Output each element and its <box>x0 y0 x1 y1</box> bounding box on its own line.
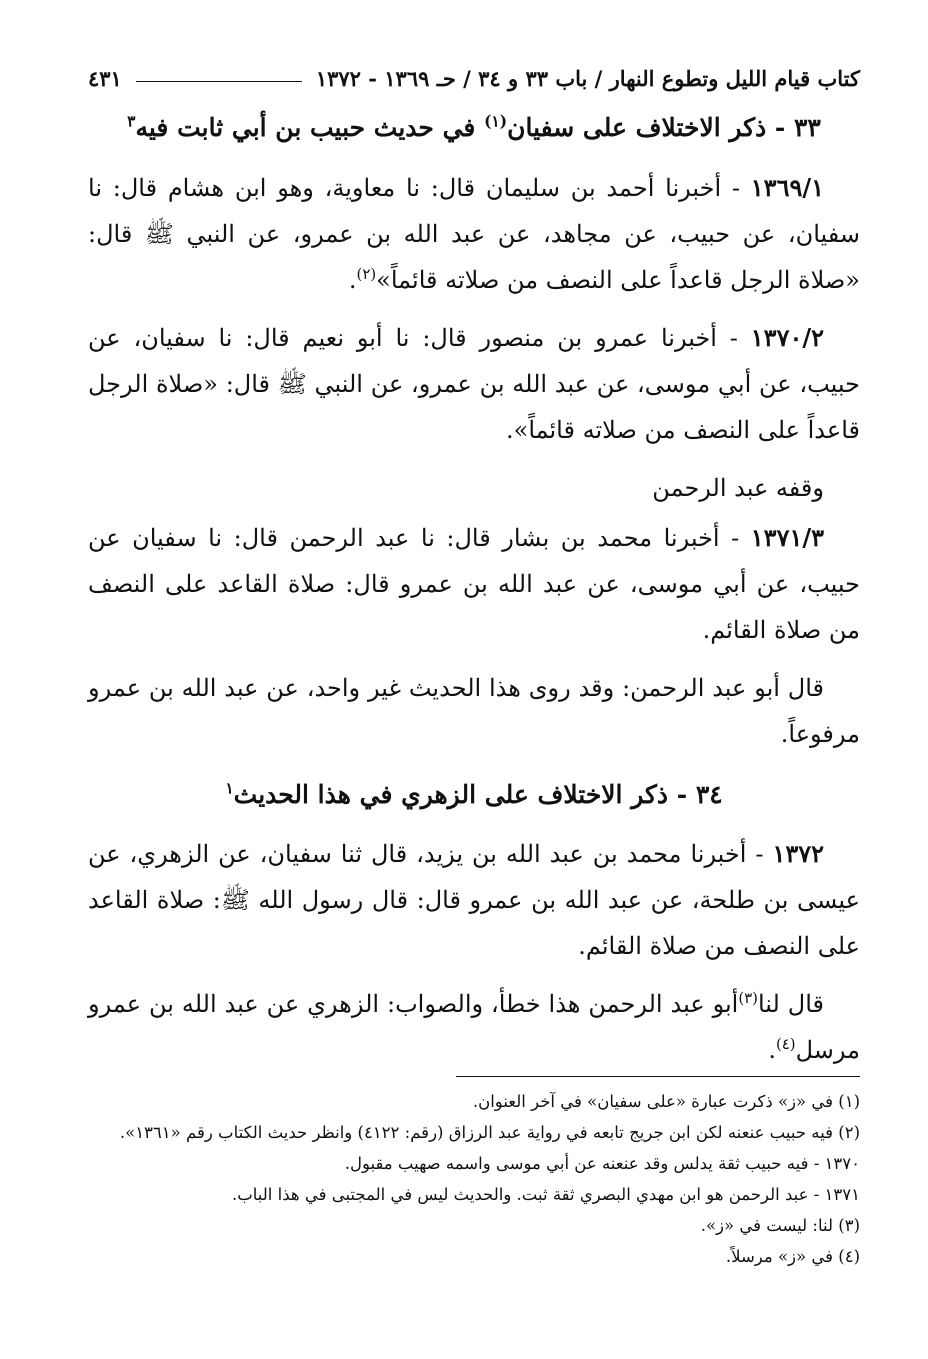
footnote-4: (٤) في «ز» مرسلاً. <box>725 1247 860 1266</box>
hadith-1371-number: ١٣٧١/٣ <box>750 522 824 552</box>
footnote-3: (٣) لنا: ليست في «ز». <box>700 1216 860 1235</box>
footnote-1: (١) في «ز» ذكرت عبارة «على سفيان» في آخر العنوان. <box>472 1092 860 1111</box>
hadith-1369-end: . <box>348 265 357 294</box>
footnote-separator <box>456 1076 860 1077</box>
hadith-1372-text: - أخبرنا محمد بن عبد الله بن يزيد، قال ثنا سفيان، عن الزهري، عن عيسى بن طلحة، عن عبد الله بن عمرو قال: قال رسول الله ﷺ: صلاة القاعد على النصف من صلاة القائم. <box>88 840 860 960</box>
hadith-1369-number: ١٣٦٩/١ <box>750 172 824 202</box>
footnote-marker-2: (٢) <box>356 264 377 283</box>
running-head-title: كتاب قيام الليل وتطوع النهار / باب ٣٣ و ٣٤ / حـ ١٣٦٩ - ١٣٧٢ <box>315 65 860 91</box>
hadith-1369 <box>88 165 860 303</box>
section-33-heading <box>88 112 860 145</box>
section-33-heading-part-b: في حديث حبيب بن أبي ثابت فيه <box>135 113 485 142</box>
book-page <box>88 60 860 1329</box>
hadith-1370 <box>88 315 860 453</box>
hadith-1371 <box>88 515 860 653</box>
author-comment-2-part-a: قال لنا <box>757 990 824 1018</box>
footnotes <box>88 1086 860 1272</box>
section-33-heading-superscript: ٣ <box>127 111 136 131</box>
author-comment-2-end: . <box>768 1036 776 1064</box>
footnote-2: (٢) فيه حبيب عنعنه لكن ابن جريج تابعه في رواية عبد الرزاق (رقم: ٤١٢٢) وانظر حديث الكتاب رقم «١٣٦١». <box>119 1123 860 1142</box>
hadith-1372-number: ١٣٧٢ <box>772 839 824 868</box>
hadith-1371-text: - أخبرنا محمد بن بشار قال: نا عبد الرحمن قال: نا سفيان عن حبيب، عن أبي موسى، عن عبد الله بن عمرو قال: صلاة القاعد على النصف من صلاة القائم. <box>88 523 860 644</box>
section-34-heading-text: ٣٤ - ذكر الاختلاف على الزهري في هذا الحديث <box>233 779 723 809</box>
hadith-1370-text: - أخبرنا عمرو بن منصور قال: نا أبو نعيم قال: نا سفيان، عن حبيب، عن أبي موسى، عن عبد الله بن عمرو، عن النبي ﷺ قال: «صلاة الرجل قاعداً على النصف من صلاته قائماً». <box>88 323 860 444</box>
waqf-note: وقفه عبد الرحمن <box>652 473 824 502</box>
author-comment-2 <box>88 981 860 1073</box>
section-33-heading-part-a: ٣٣ - ذكر الاختلاف على سفيان <box>507 113 821 142</box>
footnote-1370: ١٣٧٠ - فيه حبيب ثقة يدلس وقد عنعنه عن أبي موسى واسمه صهيب مقبول. <box>344 1154 860 1173</box>
footnote-marker-1: (١) <box>484 111 508 131</box>
author-comment-2-part-b: أبو عبد الرحمن هذا خطأ، والصواب: الزهري عن عبد الله بن عمرو مرسل <box>88 990 860 1064</box>
footnote-marker-4: (٤) <box>775 1035 796 1053</box>
page-number: ٤٣١ <box>88 65 122 91</box>
author-comment-1: قال أبو عبد الرحمن: وقد روى هذا الحديث غير واحد، عن عبد الله بن عمرو مرفوعاً. <box>88 673 860 748</box>
footnote-marker-3: (٣) <box>738 989 758 1007</box>
running-head <box>88 60 860 96</box>
hadith-1370-number: ١٣٧٠/٢ <box>750 322 824 352</box>
hadith-1369-text: - أخبرنا أحمد بن سليمان قال: نا معاوية، وهو ابن هشام قال: نا سفيان، عن حبيب، عن مجاهد، عن عبد الله بن عمرو، عن النبي ﷺ قال: «صلاة الرجل قاعداً على النصف من صلاته قائماً» <box>88 173 860 294</box>
hadith-1372 <box>88 831 860 969</box>
footnote-1371: ١٣٧١ - عبد الرحمن هو ابن مهدي البصري ثقة ثبت. والحديث ليس في المجتبى في هذا الباب. <box>231 1185 860 1204</box>
section-34-heading <box>88 779 860 812</box>
running-head-rule <box>136 81 302 82</box>
section-34-heading-superscript: ١ <box>225 778 234 798</box>
